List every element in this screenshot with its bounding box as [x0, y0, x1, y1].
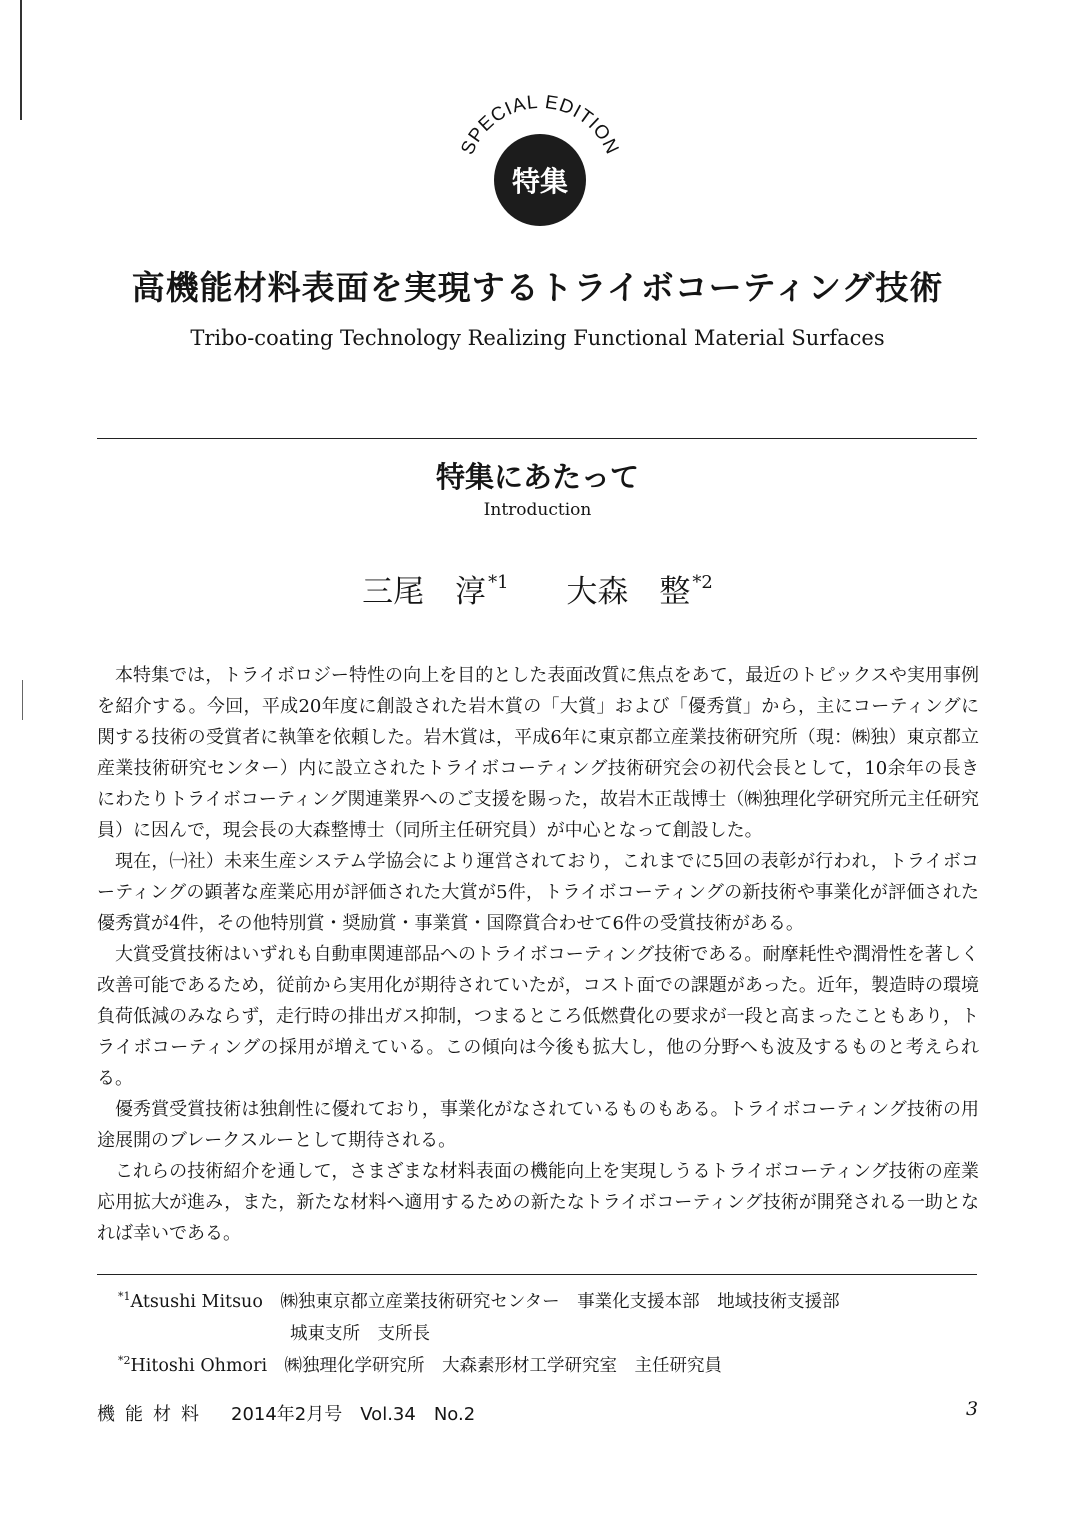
author-name: 大森 整 — [566, 574, 691, 610]
paragraph: 大賞受賞技術はいずれも自動車関連部品へのトライボコーティング技術である。耐摩耗性や潤滑性を著しく改善可能であるため，従前から実用化が期待されていたが，コスト面での課題があった。近年，製造時の環境負荷低減のみならず，走行時の排出ガス抑制，つまるところ低燃費化の要求が一段と高まったこともあり，トライボコーティングの採用が増えている。この傾向は今後も拡大し，他の分野へも波及するものと考えられる。 — [97, 944, 979, 1089]
footnote-text: Atsushi Mitsuo ㈱独東京都立産業技術研究センター 事業化支援本部 地域技術支援部 — [130, 1292, 840, 1312]
divider — [97, 438, 977, 439]
footnote-mark: *1 — [118, 1290, 131, 1303]
scan-edge-mark — [22, 680, 23, 720]
journal-name: 機能材料 — [97, 1404, 209, 1425]
author — [566, 566, 712, 611]
page-footer — [97, 1400, 475, 1426]
article-body — [97, 660, 979, 1249]
footnote-mark: *2 — [118, 1354, 131, 1367]
footnote — [118, 1352, 722, 1377]
paragraph: これらの技術紹介を通して，さまざまな材料表面の機能向上を実現しうるトライボコーティング技術の産業応用拡大が進み，また，新たな材料へ適用するための新たなトライボコーティング技術が開発される一助となれば幸いである。 — [97, 1161, 979, 1244]
article-subtitle-en: Tribo-coating Technology Realizing Functional Material Surfaces — [190, 326, 885, 350]
badge-arc-text: SPECIAL EDITION — [457, 91, 623, 159]
special-edition-badge — [440, 80, 640, 230]
paragraph: 本特集では，トライボロジー特性の向上を目的とした表面改質に焦点をあて，最近のトピックスや実用事例を紹介する。今回，平成20年度に創設された岩木賞の「大賞」および「優秀賞」から，主にコーティングに関する技術の受賞者に執筆を依頼した。岩木賞は，平成6年に東京都立産業技術研究所（現：㈱独）東京都立産業技術研究センター）内に設立されたトライボコーティング技術研究会の初代会長として，10余年の長きにわたりトライボコーティング関連業界へのご支援を賜った，故岩木正哉博士（㈱独理化学研究所元主任研究員）に因んで，現会長の大森整博士（同所主任研究員）が中心となって創設した。 — [97, 665, 979, 841]
footnote-text: Hitoshi Ohmori ㈱独理化学研究所 大森素形材工学研究室 主任研究員 — [130, 1356, 723, 1376]
paragraph: 現在，㈠社）未来生産システム学協会により運営されており，これまでに5回の表彰が行われ，トライボコーティングの顕著な産業応用が評価された大賞が5件，トライボコーティングの新技術や事業化が評価された優秀賞が4件，その他特別賞・奨励賞・事業賞・国際賞合わせて6件の受賞技術がある。 — [97, 851, 979, 934]
author-name: 三尾 淳 — [362, 574, 487, 610]
badge-center-text: 特集 — [511, 165, 569, 198]
footnote-divider — [97, 1274, 977, 1275]
author-mark: *1 — [488, 572, 509, 593]
section-subtitle-en: Introduction — [483, 500, 592, 520]
paragraph: 優秀賞受賞技術は独創性に優れており，事業化がなされているものもある。トライボコーティング技術の用途展開のブレークスルーとして期待される。 — [97, 1099, 979, 1151]
page-number: 3 — [966, 1398, 979, 1420]
author-mark: *2 — [692, 572, 713, 593]
issue-info: 2014年2月号 Vol.34 No.2 — [231, 1404, 476, 1425]
footnote — [118, 1288, 840, 1313]
scan-edge-mark — [20, 0, 22, 120]
author — [362, 566, 508, 611]
article-title: 高機能材料表面を実現するトライボコーティング技術 — [131, 268, 944, 307]
footnote-continuation: 城東支所 支所長 — [290, 1324, 430, 1344]
author-list — [0, 566, 1075, 611]
section-title: 特集にあたって — [435, 460, 639, 494]
